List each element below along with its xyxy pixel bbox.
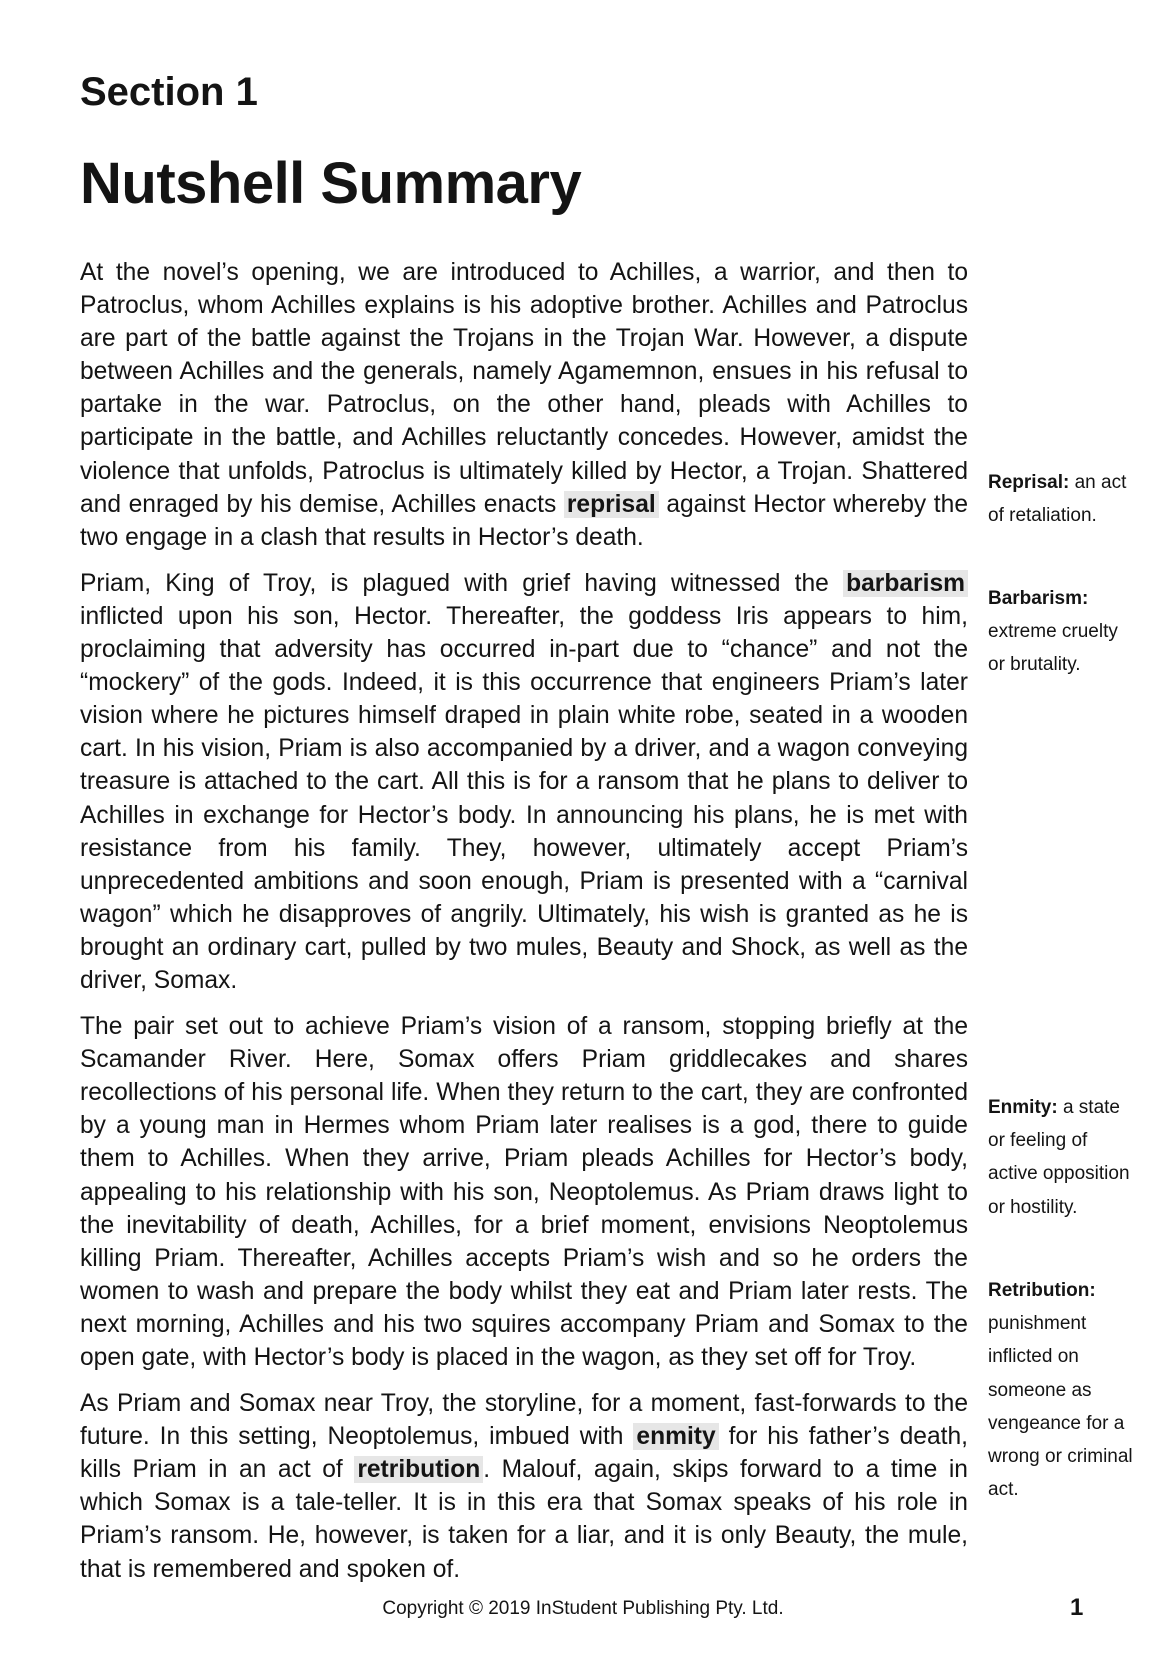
paragraph-text: inflicted upon his son, Hector. Thereafter, the goddess Iris appears to him, proclaiming that adversity has occurred in-part due to “chance” and not the “mockery” of the gods. Indeed, it is this occurrence that engineers Priam’s later vision where he pictures himself draped in plain white robe, seated in a wooden cart. In his vision, Priam is also accompanied by a driver, and a wagon conveying treasure is attached to the cart. All this is for a ransom that he plans to deliver to Achilles in exchange for Hector’s body. In announcing his plans, he is met with resistance from his family. They, however, ultimately accept Priam’s unprecedented ambitions and soon enough, Priam is presented with a “carnival wagon” which he disapproves of angrily. Ultimately, his wish is granted as he is brought an ordinary cart, pulled by two mules, Beauty and Shock, as well as the driver, Somax. <box>80 602 968 994</box>
highlighted-term-enmity: enmity <box>633 1423 718 1450</box>
paragraph-3 <box>80 1010 968 1374</box>
summary-body <box>80 256 968 1599</box>
glossary-entry-retribution <box>988 1274 1138 1506</box>
paragraph-text: The pair set out to achieve Priam’s vision of a ransom, stopping briefly at the Scamander River. Here, Somax offers Priam griddlecakes and shares recollections of his personal life. When they return to the cart, they are confronted by a young man in Hermes whom Priam later realises is a god, there to guide them to Achilles. When they arrive, Priam pleads Achilles for Hector’s body, appealing to his relationship with his son, Neoptolemus. As Priam draws light to the inevitability of death, Achilles, for a brief moment, envisions Neoptolemus killing Priam. Thereafter, Achilles accepts Priam’s wish and so he orders the women to wash and prepare the body whilst they eat and Priam later rests. The next morning, Achilles and his two squires accompany Priam and Somax to the open gate, with Hector’s body is placed in the wagon, as they set off for Troy. <box>80 1013 968 1371</box>
glossary-entry-reprisal <box>988 466 1138 532</box>
highlighted-term-barbarism: barbarism <box>843 570 968 597</box>
glossary-definition: a state or feeling of active opposition or hostility. <box>988 1097 1130 1218</box>
paragraph-text: . Malouf, again, skips forward to a time in which Somax is a tale-teller. It is in this era that Somax speaks of his role in Priam’s ransom. He, however, is taken for a liar, and it is only Beauty, the mule, that is remembered and spoken of. <box>80 1456 968 1583</box>
glossary-entry-barbarism <box>988 582 1138 682</box>
paragraph-1 <box>80 256 968 554</box>
paragraph-4 <box>80 1387 968 1586</box>
page-title: Nutshell Summary <box>80 151 582 216</box>
glossary-term: Barbarism: <box>988 588 1089 609</box>
paragraph-text: against Hector whereby the two engage in a clash that results in Hector’s death. <box>80 490 968 551</box>
glossary-entry-enmity <box>988 1091 1138 1224</box>
glossary-term: Reprisal: <box>988 472 1070 493</box>
paragraph-2 <box>80 567 968 997</box>
page-number: 1 <box>1070 1594 1084 1621</box>
section-label: Section 1 <box>80 70 258 114</box>
glossary-definition: punishment inflicted on someone as vengeance for a wrong or criminal act. <box>988 1313 1133 1501</box>
highlighted-term-reprisal: reprisal <box>564 491 659 518</box>
glossary-term: Enmity: <box>988 1097 1058 1118</box>
paragraph-text: Priam, King of Troy, is plagued with grief having witnessed the <box>80 569 844 597</box>
paragraph-text: for his father’s death, kills Priam in an act of <box>80 1423 968 1484</box>
glossary-term: Retribution: <box>988 1280 1096 1301</box>
glossary-definition: an act of retaliation. <box>988 472 1127 527</box>
paragraph-text: As Priam and Somax near Troy, the storyline, for a moment, fast-forwards to the future. In this setting, Neoptolemus, imbued with <box>80 1390 968 1451</box>
footer-copyright: Copyright © 2019 InStudent Publishing Pty. Ltd. <box>382 1598 784 1619</box>
paragraph-text: At the novel’s opening, we are introduced to Achilles, a warrior, and then to Patroclus, whom Achilles explains is his adoptive brother. Achilles and Patroclus are part of the battle against the Trojans in the Trojan War. However, a dispute between Achilles and the generals, namely Agamemnon, ensues in his refusal to partake in the war. Patroclus, on the other hand, pleads with Achilles to participate in the battle, and Achilles reluctantly concedes. However, amidst the violence that unfolds, Patroclus is ultimately killed by Hector, a Trojan. Shattered and enraged by his demise, Achilles enacts <box>80 259 968 518</box>
highlighted-term-retribution: retribution <box>354 1456 483 1483</box>
glossary-definition: extreme cruelty or brutality. <box>988 621 1118 676</box>
